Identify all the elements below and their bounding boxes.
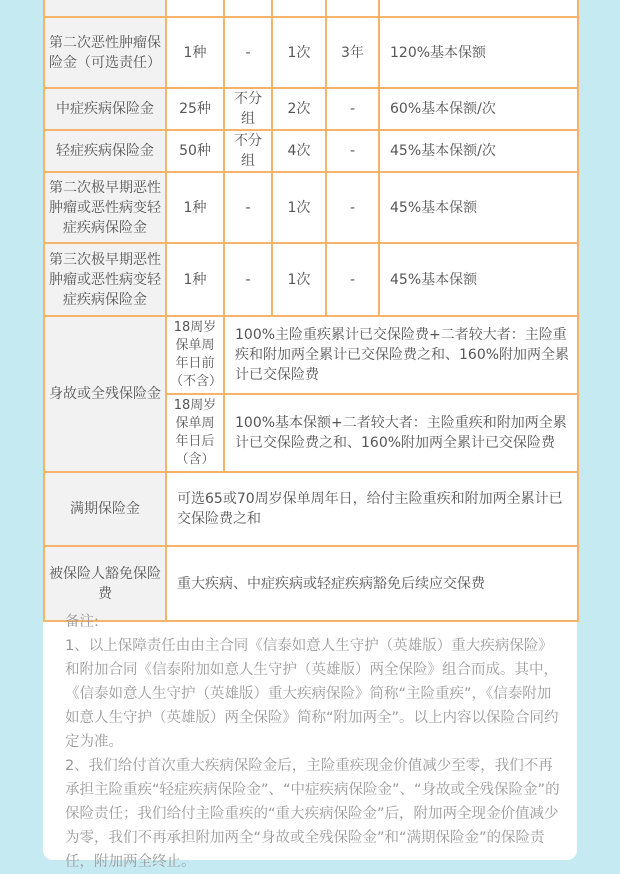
death-before-label: 18周岁保单周年日前（不含）: [166, 316, 224, 394]
row-name: 轻症疾病保险金: [44, 130, 166, 172]
table-row: [44, 243, 578, 316]
notes-title: 备注:: [65, 614, 99, 630]
benefit-table: [43, 0, 579, 622]
row-group: -: [224, 17, 272, 88]
row-kinds: 1种: [166, 243, 224, 316]
row-name: 第三次极早期恶性肿瘤或恶性病变轻症疾病保险金: [44, 243, 166, 316]
row-benefit: 45%基本保额: [379, 243, 578, 316]
notes-item: 2、我们给付首次重大疾病保险金后，主险重疾现金价值减少至零，我们不再承担主险重疾“轻症疾病保险金”、“中症疾病保险金”、“身故或全残保险金”的保险责任；我们给付主险重疾的“重大疾病保险金”后，附加两全现金价值减少为零，我们不再承担附加两全“身故或全残保险金”和“满期保险金”的保险责任，附加两全终止。: [65, 758, 560, 870]
notes: [65, 610, 560, 874]
table-row: [44, 17, 578, 88]
row-name: 中症疾病保险金: [44, 88, 166, 130]
row-benefit: [379, 0, 578, 17]
table-row: [44, 130, 578, 172]
row-name: 第二次极早期恶性肿瘤或恶性病变轻症疾病保险金: [44, 172, 166, 243]
notes-item: 1、以上保障责任由由主合同《信泰如意人生守护（英雄版）重大疾病保险》和附加合同《信泰附加如意人生守护（英雄版）两全保险》组合而成。其中，《信泰如意人生守护（英雄版）重大疾病保险》简称“主险重疾”，《信泰附加如意人生守护（英雄版）两全保险》简称“附加两全”。以上内容以保险合同约定为准。: [65, 638, 559, 750]
row-interval: -: [326, 243, 379, 316]
row-group: 不分组: [224, 88, 272, 130]
row-group: [224, 0, 272, 17]
row-times: [272, 0, 326, 17]
death-benefit-row: [44, 316, 578, 394]
row-kinds: 50种: [166, 130, 224, 172]
row-times: 2次: [272, 88, 326, 130]
row-kinds: 1种: [166, 172, 224, 243]
row-times: 1次: [272, 243, 326, 316]
table-row: [44, 0, 578, 17]
row-benefit: 45%基本保额/次: [379, 130, 578, 172]
maturity-text: 可选65或70周岁保单周年日，给付主险重疾和附加两全累计已交保险费之和: [166, 472, 578, 546]
row-interval: [326, 0, 379, 17]
row-name: [44, 0, 166, 17]
row-times: 4次: [272, 130, 326, 172]
row-interval: -: [326, 172, 379, 243]
maturity-row: [44, 472, 578, 546]
maturity-name: 满期保险金: [44, 472, 166, 546]
waiver-text: 重大疾病、中症疾病或轻症疾病豁免后续应交保费: [166, 546, 578, 621]
row-name: 第二次恶性肿瘤保险金（可选责任）: [44, 17, 166, 88]
row-kinds: 25种: [166, 88, 224, 130]
death-benefit-name: 身故或全残保险金: [44, 316, 166, 472]
waiver-name: 被保险人豁免保险费: [44, 546, 166, 621]
row-interval: -: [326, 130, 379, 172]
row-benefit: 45%基本保额: [379, 172, 578, 243]
row-times: 1次: [272, 17, 326, 88]
row-group: -: [224, 172, 272, 243]
table-row: [44, 88, 578, 130]
row-group: -: [224, 243, 272, 316]
row-benefit: 60%基本保额/次: [379, 88, 578, 130]
table-row: [44, 172, 578, 243]
death-before-text: 100%主险重疾累计已交保险费+二者较大者：主险重疾和附加两全累计已交保险费之和、160%附加两全累计已交保险费: [224, 316, 578, 394]
row-interval: 3年: [326, 17, 379, 88]
row-kinds: [166, 0, 224, 17]
row-times: 1次: [272, 172, 326, 243]
row-kinds: 1种: [166, 17, 224, 88]
row-group: 不分组: [224, 130, 272, 172]
row-benefit: 120%基本保额: [379, 17, 578, 88]
row-interval: -: [326, 88, 379, 130]
death-after-label: 18周岁保单周年日后（含）: [166, 394, 224, 472]
death-after-text: 100%基本保额+二者较大者：主险重疾和附加两全累计已交保险费之和、160%附加两全累计已交保险费: [224, 394, 578, 472]
